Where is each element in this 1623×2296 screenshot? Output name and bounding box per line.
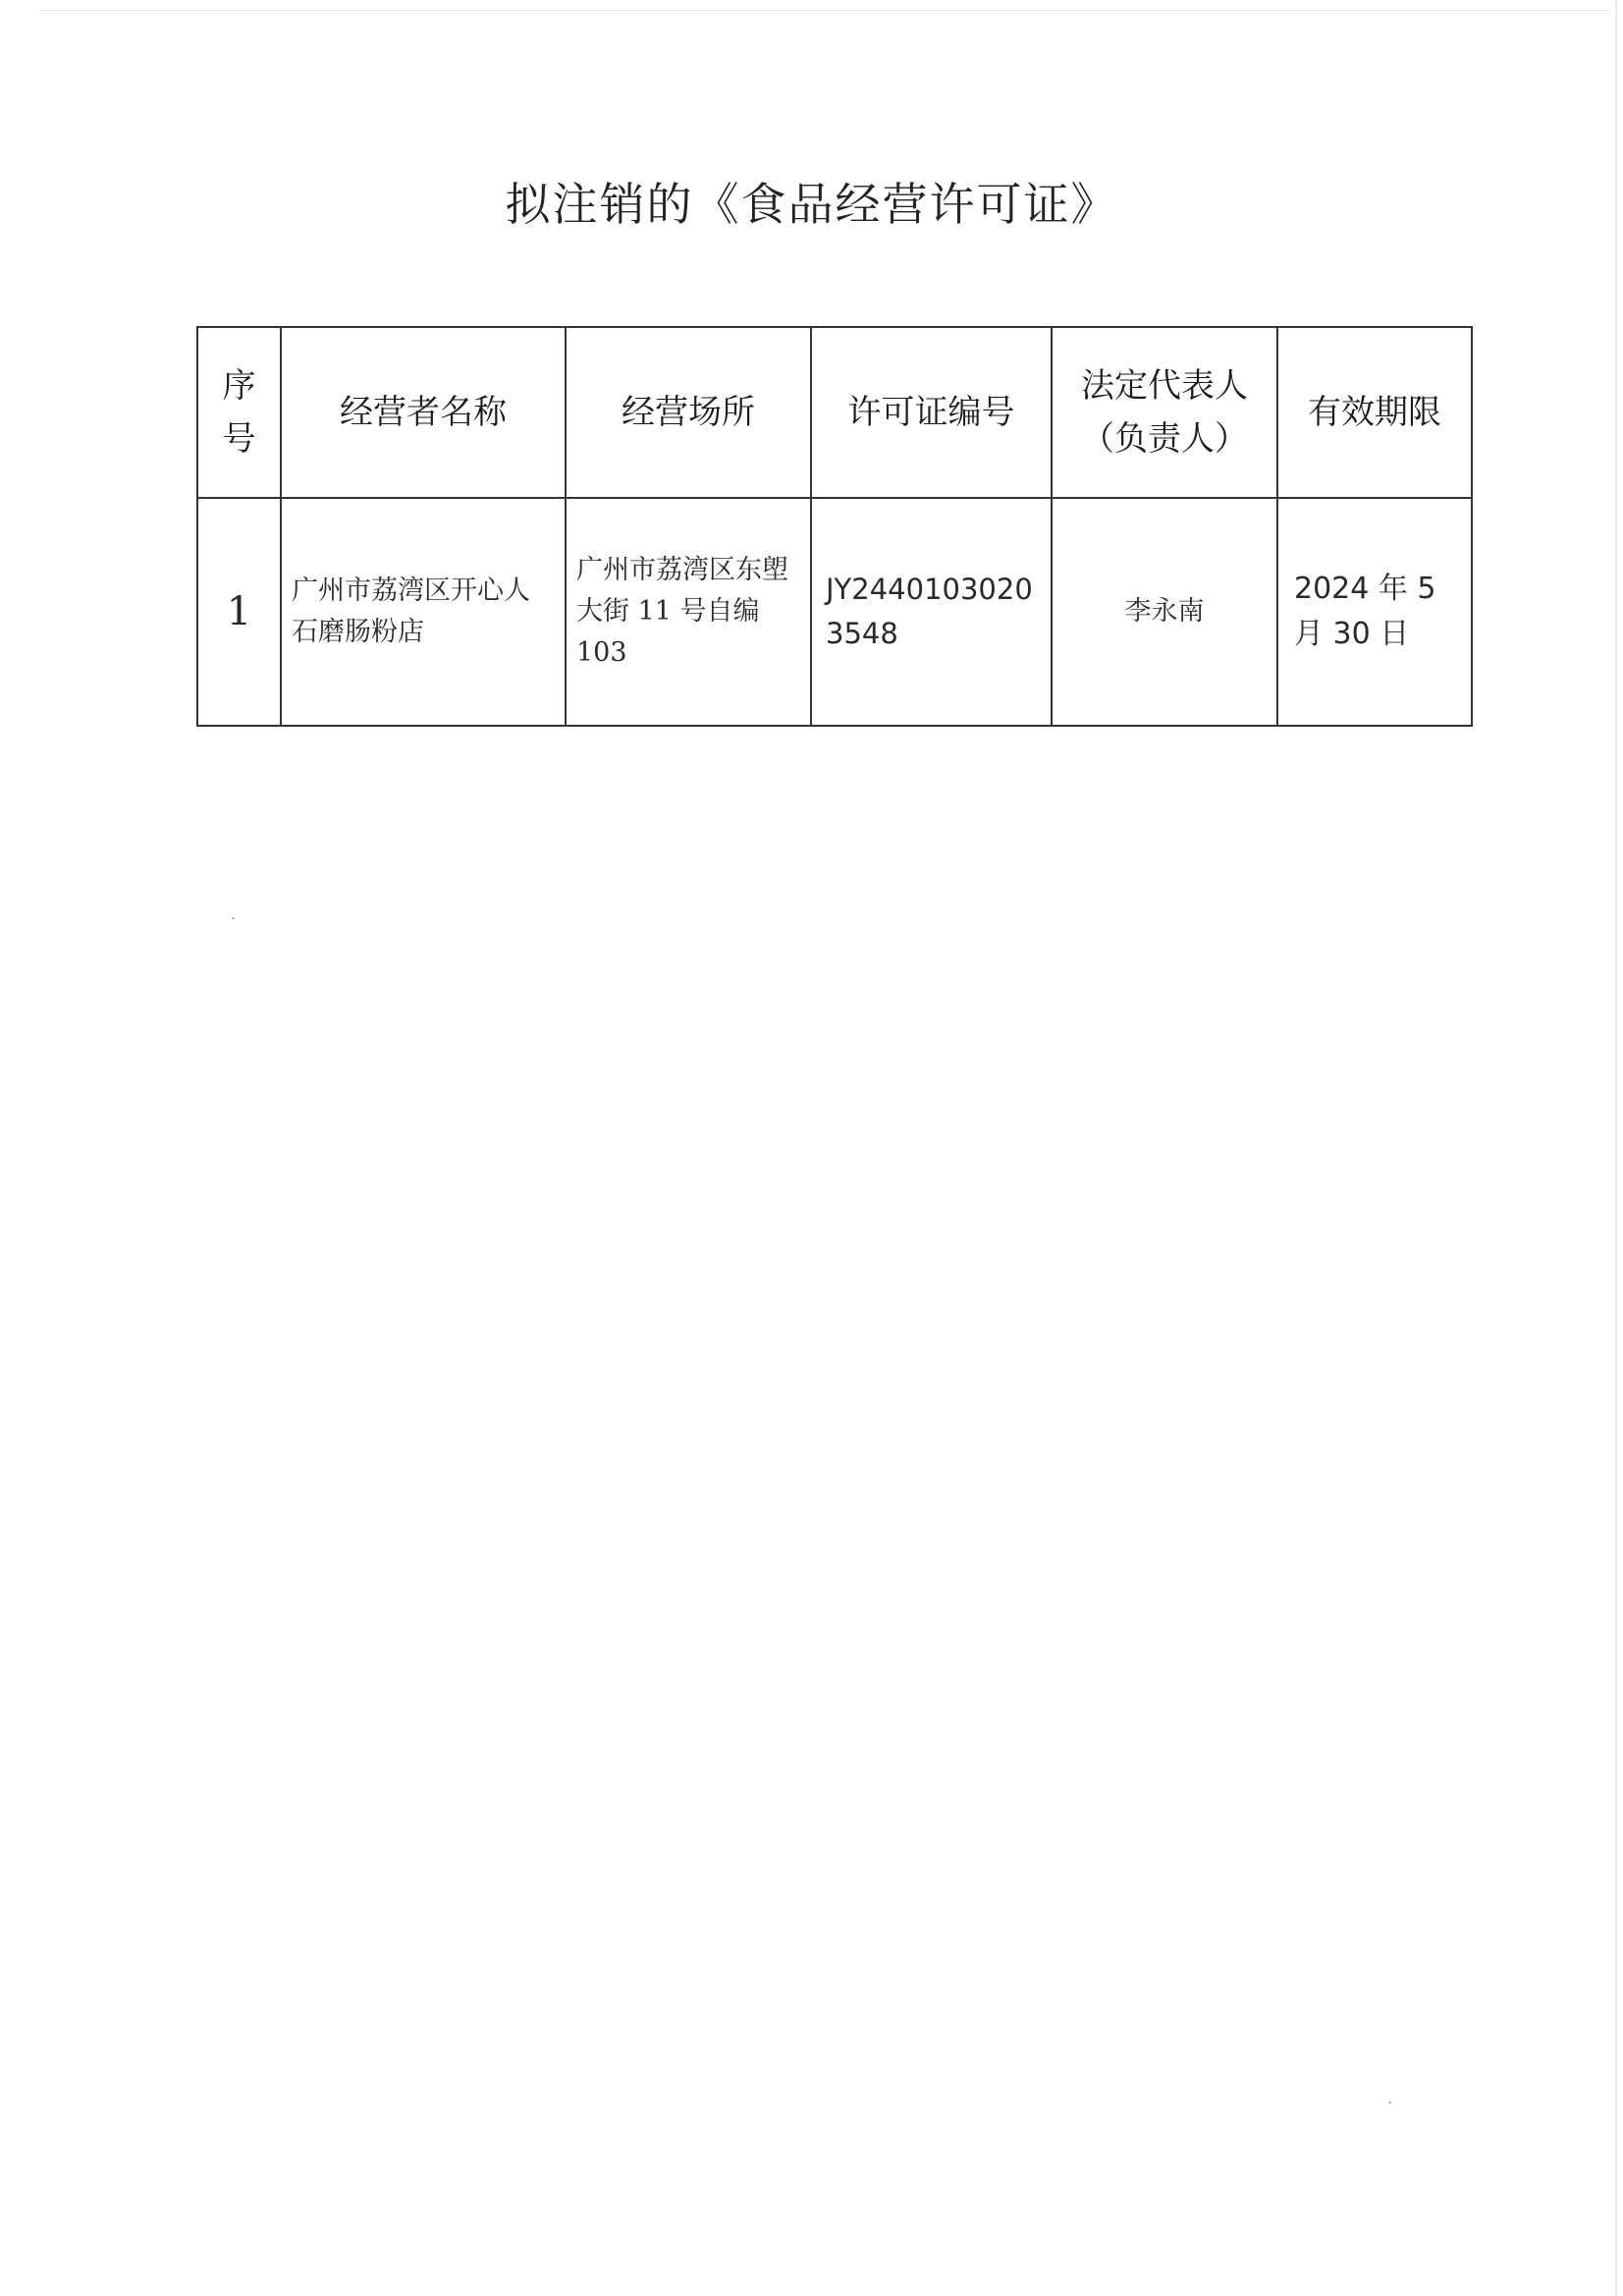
scan-speck xyxy=(232,917,235,919)
header-index-line2: 号 xyxy=(222,419,256,459)
header-legal-rep-line2: （负责人） xyxy=(1081,419,1248,459)
scan-edge-top xyxy=(39,10,1610,11)
header-legal-rep-line1: 法定代表人 xyxy=(1081,365,1248,406)
header-legal-representative xyxy=(1052,327,1277,498)
cell-legal-representative: 李永南 xyxy=(1052,498,1277,726)
header-license-number: 许可证编号 xyxy=(811,327,1052,498)
license-table xyxy=(196,326,1473,727)
table-header-row xyxy=(197,327,1472,498)
cell-business-location: 广州市荔湾区东塱大街 11 号自编 103 xyxy=(566,498,811,726)
cell-validity: 2024 年 5 月 30 日 xyxy=(1277,498,1472,726)
cell-operator-name: 广州市荔湾区开心人石磨肠粉店 xyxy=(281,498,566,726)
scan-speck xyxy=(1388,2102,1391,2104)
scan-edge-right xyxy=(1615,0,1617,2296)
header-index xyxy=(197,327,281,498)
cell-license-number: JY24401030203548 xyxy=(811,498,1052,726)
page-title: 拟注销的《食品经营许可证》 xyxy=(505,178,1118,231)
header-validity: 有效期限 xyxy=(1277,327,1472,498)
header-business-location: 经营场所 xyxy=(566,327,811,498)
header-index-line1: 序 xyxy=(222,365,256,406)
header-operator-name: 经营者名称 xyxy=(281,327,566,498)
cell-index: 1 xyxy=(197,498,281,726)
table-row xyxy=(197,498,1472,726)
